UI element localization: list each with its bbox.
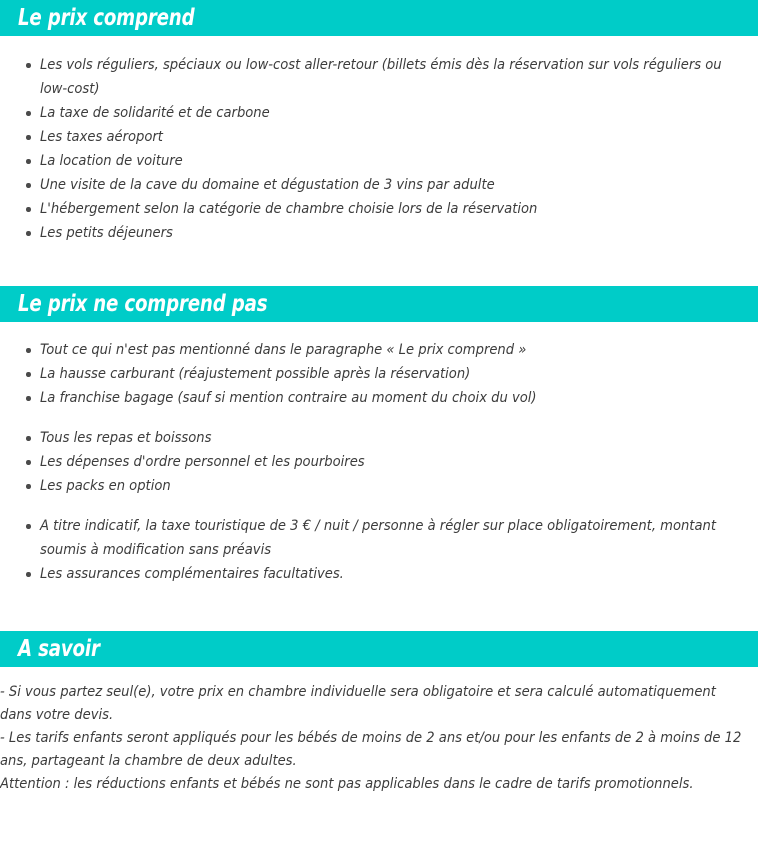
- list-item: A titre indicatif, la taxe touristique de 3 € / nuit / personne à régler sur place obligatoirement, montant soumis à modification sans préavis: [0, 514, 758, 562]
- section-title: Le prix ne comprend pas: [18, 290, 268, 317]
- list-item: Les petits déjeuners: [0, 221, 758, 245]
- section-spacer: [0, 245, 758, 286]
- list-item: Une visite de la cave du domaine et dégustation de 3 vins par adulte: [0, 173, 758, 197]
- section-title: Le prix comprend: [18, 4, 195, 31]
- list-item: Les taxes aéroport: [0, 125, 758, 149]
- section-header-le-prix-comprend: [0, 0, 758, 36]
- list-item: Les vols réguliers, spéciaux ou low-cost aller-retour (billets émis dès la réservation sur vols réguliers ou low-cost): [0, 53, 758, 101]
- list-item: L'hébergement selon la catégorie de chambre choisie lors de la réservation: [0, 197, 758, 221]
- section-spacer: [0, 586, 758, 631]
- list-item: Les dépenses d'ordre personnel et les pourboires: [0, 450, 758, 474]
- list-item: Les packs en option: [0, 474, 758, 498]
- section-title: A savoir: [18, 635, 100, 662]
- list-item: La taxe de solidarité et de carbone: [0, 101, 758, 125]
- note-line: Attention : les réductions enfants et bébés ne sont pas applicables dans le cadre de tarifs promotionnels.: [0, 775, 694, 792]
- section-header-le-prix-ne-comprend-pas: [0, 286, 758, 322]
- note-line: - Les tarifs enfants seront appliqués pour les bébés de moins de 2 ans et/ou pour les enfants de 2 à moins de 12 ans, partageant la chambre de deux adultes.: [0, 729, 742, 769]
- excluded-items-list: [0, 322, 758, 586]
- included-items-list: [0, 36, 758, 245]
- list-item: La franchise bagage (sauf si mention contraire au moment du choix du vol): [0, 386, 758, 410]
- a-savoir-notes: [0, 667, 758, 795]
- list-item: Les assurances complémentaires facultatives.: [0, 562, 758, 586]
- note-line: - Si vous partez seul(e), votre prix en chambre individuelle sera obligatoire et sera calculé automatiquement dans votre devis.: [0, 683, 716, 723]
- list-item: Tout ce qui n'est pas mentionné dans le paragraphe « Le prix comprend »: [0, 338, 758, 362]
- list-item: La hausse carburant (réajustement possible après la réservation): [0, 362, 758, 386]
- list-item: Tous les repas et boissons: [0, 426, 758, 450]
- list-item: La location de voiture: [0, 149, 758, 173]
- section-header-a-savoir: [0, 631, 758, 667]
